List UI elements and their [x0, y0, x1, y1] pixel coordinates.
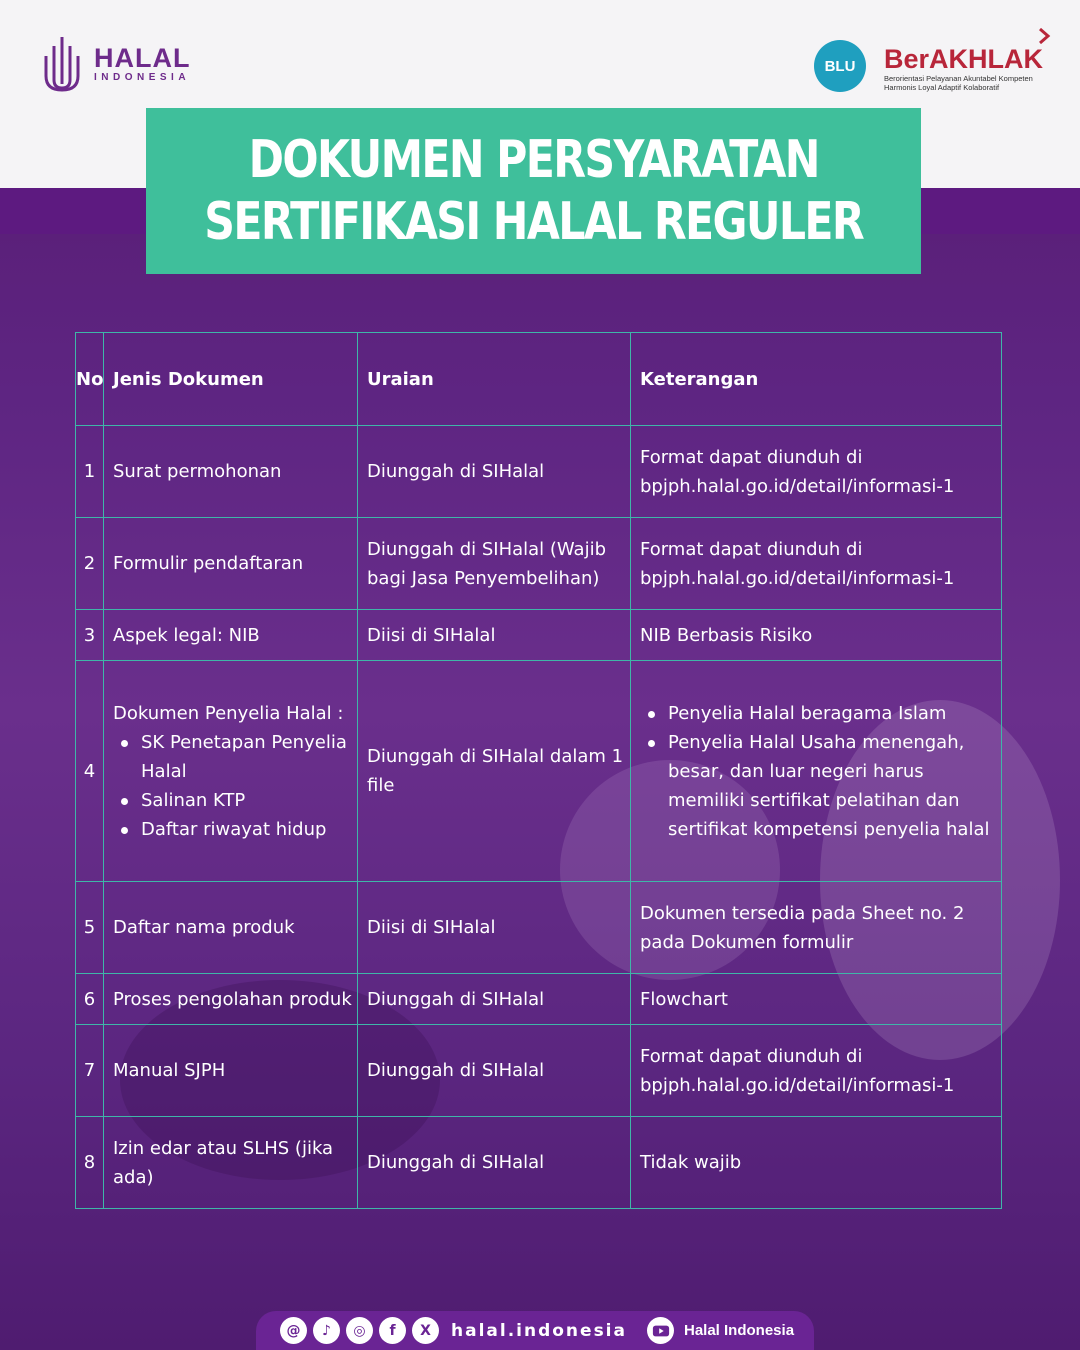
tiktok-icon[interactable]: ♪: [313, 1317, 340, 1344]
cell-jenis: Proses pengolahan produk: [104, 974, 358, 1025]
x-icon[interactable]: X: [412, 1317, 439, 1344]
threads-icon[interactable]: @: [280, 1317, 307, 1344]
row-number: 4: [76, 661, 104, 882]
cell-uraian: Diisi di SIHalal: [358, 610, 631, 661]
page-title-line-2: SERTIFIKASI HALAL REGULER: [204, 192, 863, 252]
cell-keterangan: NIB Berbasis Risiko: [631, 610, 1002, 661]
cell-keterangan: Format dapat diunduh di bpjph.halal.go.id/detail/informasi-1: [631, 1025, 1002, 1117]
instagram-icon[interactable]: ◎: [346, 1317, 373, 1344]
cell-uraian: Diunggah di SIHalal dalam 1 file: [358, 661, 631, 882]
cell-keterangan: [631, 661, 1002, 882]
cell-uraian: Diunggah di SIHalal: [358, 1117, 631, 1209]
cell-uraian: Diisi di SIHalal: [358, 882, 631, 974]
list-item: Daftar riwayat hidup: [113, 815, 353, 844]
cell-uraian: Diunggah di SIHalal: [358, 426, 631, 518]
list-item: Penyelia Halal Usaha menengah, besar, dan luar negeri harus memiliki sertifikat pelatihan dan sertifikat kompetensi penyelia halal: [640, 728, 997, 844]
row-number: 6: [76, 974, 104, 1025]
berakhlak-tagline: Berorientasi Pelayanan Akuntabel Kompeten Harmonis Loyal Adaptif Kolaboratif: [884, 74, 1033, 92]
cell-uraian: Diunggah di SIHalal: [358, 1025, 631, 1117]
cell-keterangan: Tidak wajib: [631, 1117, 1002, 1209]
header-uraian: Uraian: [358, 333, 631, 426]
cell-keterangan: Format dapat diunduh di bpjph.halal.go.id/detail/informasi-1: [631, 518, 1002, 610]
cell-jenis: Formulir pendaftaran: [104, 518, 358, 610]
cell-jenis: Surat permohonan: [104, 426, 358, 518]
table-row: [76, 518, 1002, 610]
cell-keterangan: Flowchart: [631, 974, 1002, 1025]
table-row: [76, 882, 1002, 974]
header-no: No: [76, 333, 104, 426]
row-number: 8: [76, 1117, 104, 1209]
row-number: 1: [76, 426, 104, 518]
youtube-icon[interactable]: [647, 1317, 674, 1344]
youtube-channel-label[interactable]: Halal Indonesia: [684, 1322, 795, 1339]
cell-keterangan: Format dapat diunduh di bpjph.halal.go.id/detail/informasi-1: [631, 426, 1002, 518]
table-row: [76, 1117, 1002, 1209]
blu-logo: [814, 40, 866, 92]
halal-indonesia-logo: [40, 34, 190, 92]
chevron-right-icon: [1036, 28, 1052, 44]
table-row: [76, 661, 1002, 882]
list-item: SK Penetapan Penyelia Halal: [113, 728, 353, 786]
table-row: [76, 426, 1002, 518]
cell-jenis: [104, 661, 358, 882]
cell-uraian: Diunggah di SIHalal (Wajib bagi Jasa Penyembelihan): [358, 518, 631, 610]
halal-logo-text: HALAL: [94, 42, 191, 73]
jenis-title: Dokumen Penyelia Halal :: [113, 702, 344, 724]
table-row: [76, 974, 1002, 1025]
cell-jenis: Daftar nama produk: [104, 882, 358, 974]
row-number: 2: [76, 518, 104, 610]
page-title-line-1: DOKUMEN PERSYARATAN: [248, 130, 819, 190]
halal-logo-subtext: INDONESIA: [94, 71, 191, 83]
row-number: 5: [76, 882, 104, 974]
cell-keterangan: Dokumen tersedia pada Sheet no. 2 pada Dokumen formulir: [631, 882, 1002, 974]
cell-uraian: Diunggah di SIHalal: [358, 974, 631, 1025]
social-footer: [256, 1311, 814, 1350]
cell-jenis: Izin edar atau SLHS (jika ada): [104, 1117, 358, 1209]
row-number: 7: [76, 1025, 104, 1117]
blu-logo-text: BLU: [824, 57, 856, 75]
jenis-list: [113, 728, 353, 844]
row-number: 3: [76, 610, 104, 661]
table-header-row: [76, 333, 1002, 426]
facebook-icon[interactable]: f: [379, 1317, 406, 1344]
header-jenis-dokumen: Jenis Dokumen: [104, 333, 358, 426]
social-handle[interactable]: halal.indonesia: [451, 1320, 627, 1341]
requirements-table: [75, 332, 1002, 1209]
cell-jenis: Manual SJPH: [104, 1025, 358, 1117]
list-item: Salinan KTP: [113, 786, 353, 815]
header-keterangan: Keterangan: [631, 333, 1002, 426]
berakhlak-logo: [884, 44, 1054, 92]
play-icon: [652, 1322, 670, 1340]
keterangan-list: [640, 699, 997, 844]
cell-jenis: Aspek legal: NIB: [104, 610, 358, 661]
table-row: [76, 1025, 1002, 1117]
halal-logo-icon: [40, 34, 84, 92]
list-item: Penyelia Halal beragama Islam: [640, 699, 997, 728]
title-banner: [146, 108, 921, 274]
table-row: [76, 610, 1002, 661]
berakhlak-title: BerAKHLAK: [884, 44, 1044, 74]
